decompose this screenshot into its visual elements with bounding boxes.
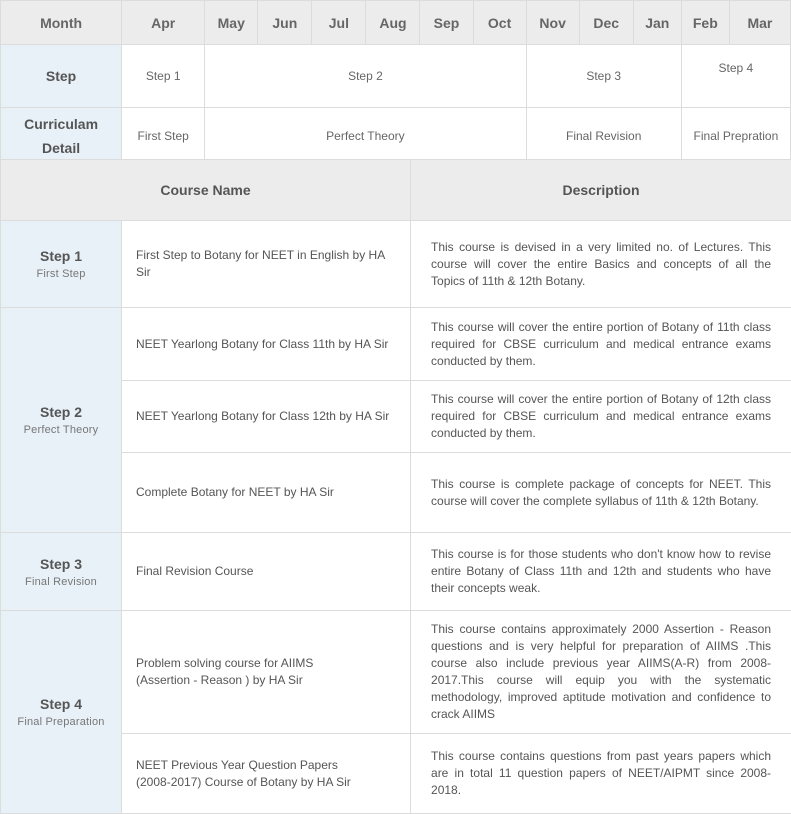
step-subtitle: Final Revision bbox=[1, 576, 121, 588]
step-title: Step 2 bbox=[1, 404, 121, 420]
step-group-2 bbox=[1, 308, 122, 533]
course-name-line2: (Assertion - Reason ) by HA Sir bbox=[136, 673, 303, 687]
course-name-header: Course Name bbox=[1, 160, 411, 221]
course-description: This course will cover the entire portion of Botany of 11th class required for CBSE curriculum and medical entrance exams conducted by them. bbox=[411, 308, 791, 381]
curriculum-label-line1: Curriculam bbox=[24, 116, 98, 132]
course-name: Final Revision Course bbox=[122, 533, 411, 611]
table-row bbox=[1, 611, 791, 734]
month-header-label: Month bbox=[1, 1, 122, 45]
course-description: This course is for those students who don't know how to revise entire Botany of Class 11th and 12th and students who have their concepts weak. bbox=[411, 533, 791, 611]
table-row bbox=[1, 533, 791, 611]
detail-cell-1: First Step bbox=[122, 108, 205, 164]
step-subtitle: Perfect Theory bbox=[1, 424, 121, 436]
step-group-1 bbox=[1, 221, 122, 308]
course-name-line1: Problem solving course for AIIMS bbox=[136, 656, 313, 670]
course-name bbox=[122, 734, 411, 814]
month-may: May bbox=[205, 1, 258, 45]
step-title: Step 1 bbox=[1, 248, 121, 264]
curriculum-detail-label bbox=[1, 108, 122, 164]
course-description: This course contains questions from past years papers which are in total 11 question papers of NEET/AIPMT since 2008-2018. bbox=[411, 734, 791, 814]
month-sep: Sep bbox=[420, 1, 473, 45]
month-jul: Jul bbox=[312, 1, 366, 45]
detail-cell-4: Final Prepration bbox=[681, 108, 790, 164]
month-mar: Mar bbox=[729, 1, 790, 45]
curriculum-label-line2: Detail bbox=[42, 140, 80, 156]
detail-cell-3: Final Revision bbox=[526, 108, 681, 164]
course-name: NEET Yearlong Botany for Class 12th by HA Sir bbox=[122, 381, 411, 453]
month-aug: Aug bbox=[366, 1, 420, 45]
course-description: This course is complete package of concepts for NEET. This course will cover the complete syllabus of 11th & 12th Botany. bbox=[411, 453, 791, 533]
course-name: Complete Botany for NEET by HA Sir bbox=[122, 453, 411, 533]
table-row bbox=[1, 221, 791, 308]
step-row bbox=[1, 45, 791, 108]
step-group-4 bbox=[1, 611, 122, 814]
month-jan: Jan bbox=[633, 1, 681, 45]
month-apr: Apr bbox=[122, 1, 205, 45]
step-row-label: Step bbox=[1, 45, 122, 108]
step-title: Step 3 bbox=[1, 556, 121, 572]
detail-cell-2: Perfect Theory bbox=[205, 108, 526, 164]
course-name: NEET Yearlong Botany for Class 11th by HA Sir bbox=[122, 308, 411, 381]
course-description: This course is devised in a very limited no. of Lectures. This course will cover the entire Basics and concepts of all the Topics of 11th & 12th Botany. bbox=[411, 221, 791, 308]
courses-table bbox=[0, 159, 791, 814]
course-description: This course contains approximately 2000 Assertion - Reason questions and is very helpful for preparation of AIIMS .This course also include previous year AIIMS(A-R) from 2008-2017.This course will equip you with the systematic methodology, improved aptitude motivation and confidence to crack AIIMS bbox=[411, 611, 791, 734]
month-dec: Dec bbox=[579, 1, 633, 45]
step-cell-4: Step 4 bbox=[681, 45, 790, 108]
month-oct: Oct bbox=[473, 1, 526, 45]
course-name bbox=[122, 611, 411, 734]
course-name-line2: (2008-2017) Course of Botany by HA Sir bbox=[136, 775, 351, 789]
courses-header-row bbox=[1, 160, 791, 221]
month-header-row bbox=[1, 1, 791, 45]
step-group-3 bbox=[1, 533, 122, 611]
step-subtitle: Final Preparation bbox=[1, 716, 121, 728]
step-title: Step 4 bbox=[1, 696, 121, 712]
description-header: Description bbox=[411, 160, 791, 221]
course-description: This course will cover the entire portion of Botany of 12th class required for CBSE curriculum and medical entrance exams conducted by them. bbox=[411, 381, 791, 453]
schedule-table bbox=[0, 0, 791, 164]
table-row bbox=[1, 308, 791, 381]
month-nov: Nov bbox=[526, 1, 579, 45]
course-name: First Step to Botany for NEET in English by HA Sir bbox=[122, 221, 411, 308]
step-cell-1: Step 1 bbox=[122, 45, 205, 108]
step-subtitle: First Step bbox=[1, 268, 121, 280]
curriculum-detail-row bbox=[1, 108, 791, 164]
month-feb: Feb bbox=[681, 1, 729, 45]
step-cell-3: Step 3 bbox=[526, 45, 681, 108]
course-name-line1: NEET Previous Year Question Papers bbox=[136, 758, 338, 772]
month-jun: Jun bbox=[258, 1, 312, 45]
step-cell-2: Step 2 bbox=[205, 45, 526, 108]
